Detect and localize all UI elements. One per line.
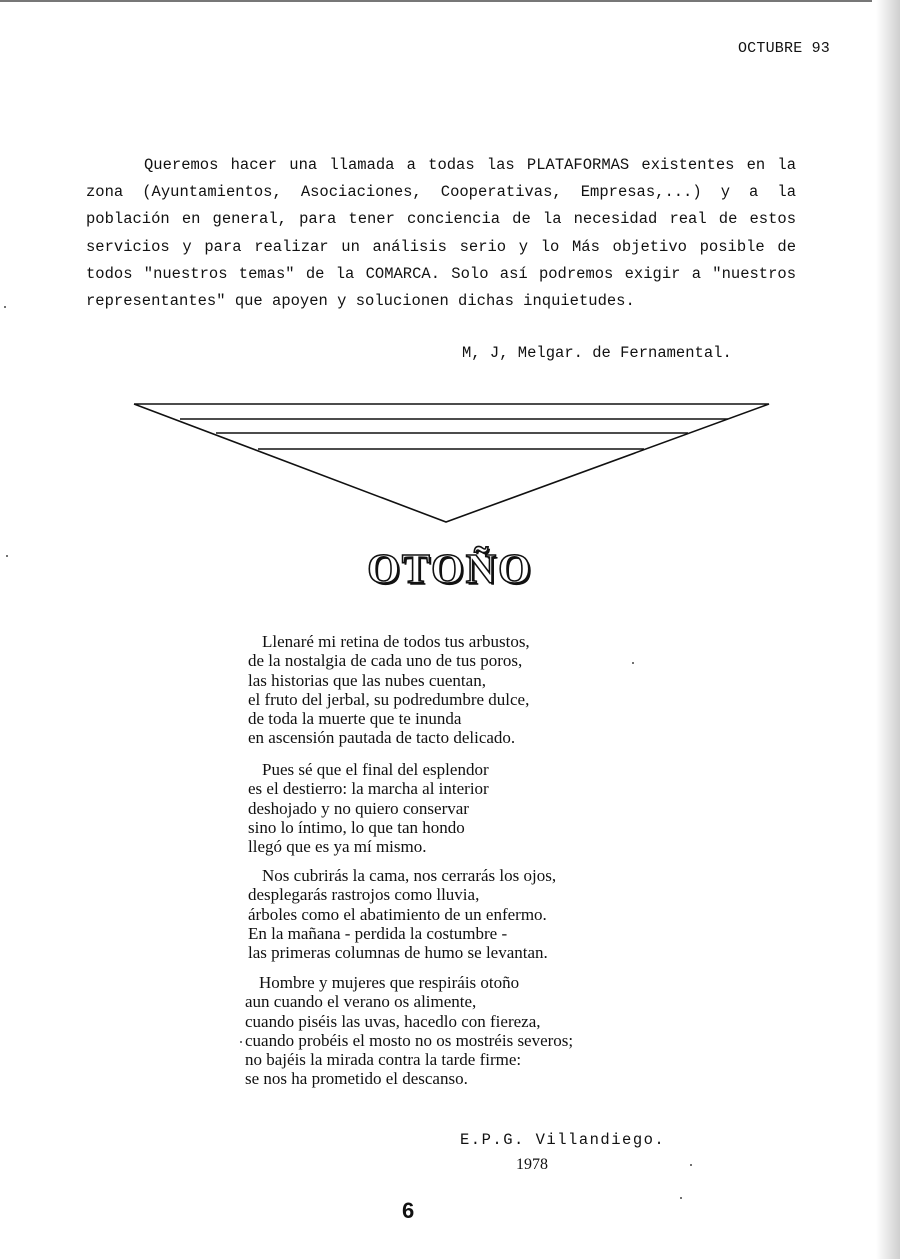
- poem-stanza-3: [248, 866, 608, 962]
- poem-stanza-2: [248, 760, 608, 856]
- poem-line: es el destierro: la marcha al interior: [248, 779, 489, 799]
- page-number: 6: [402, 1198, 415, 1223]
- poem-line: no bajéis la mirada contra la tarde firme:: [245, 1050, 522, 1070]
- poem-line: Hombre y mujeres que respiráis otoño: [259, 973, 520, 992]
- scan-speck: [680, 1197, 682, 1199]
- issue-date: OCTUBRE 93: [737, 40, 830, 57]
- poem-line: Llenaré mi retina de todos tus arbustos,: [262, 632, 530, 651]
- page-right-shadow: [876, 0, 900, 1259]
- poem-line: el fruto del jerbal, su podredumbre dulce,: [248, 689, 530, 709]
- poem-line: llegó que es ya mí mismo.: [248, 837, 427, 857]
- poem-stanza-1: [248, 632, 608, 748]
- poem-line: deshojado y no quiero conservar: [248, 798, 469, 818]
- poem-line: Nos cubrirás la cama, nos cerrarás los ojos,: [262, 866, 557, 885]
- triangle-ornament: [130, 398, 775, 526]
- poem-line: las historias que las nubes cuentan,: [248, 670, 486, 690]
- poem-line: cuando piséis las uvas, hacedlo con fiereza,: [245, 1011, 541, 1031]
- scan-speck: [6, 555, 8, 557]
- poem-line: se nos ha prometido el descanso.: [245, 1069, 468, 1089]
- poem-line: árboles como el abatimiento de un enfermo.: [248, 904, 547, 924]
- intro-paragraph: Queremos hacer una llamada a todas las PLATAFORMAS existentes en la zona (Ayuntamientos, Asociaciones, Cooperativas, Empresas,...) y a la población en general, para tener conciencia de la necesidad real de estos servicios y para realizar un análisis serio y lo Más objetivo posible de todos "nuestros temas" de la COMARCA. Solo así podremos exigir a "nuestros representantes" que apoyen y solucionen dichas inquietudes.: [86, 156, 796, 311]
- poem-line: aun cuando el verano os alimente,: [245, 992, 477, 1012]
- poem-line: de toda la muerte que te inunda: [248, 709, 462, 729]
- scan-speck: [632, 662, 634, 664]
- intro-signature: M, J, Melgar. de Fernamental.: [462, 344, 732, 362]
- poem-line: las primeras columnas de humo se levantan.: [248, 943, 548, 963]
- poem-line: Pues sé que el final del esplendor: [262, 760, 489, 779]
- poem-line: de la nostalgia de cada uno de tus poros,: [248, 651, 523, 671]
- scan-speck: [4, 306, 6, 308]
- poem-stanza-4: [245, 973, 605, 1089]
- poem-line: En la mañana - perdida la costumbre -: [248, 923, 508, 943]
- poem-author: E.P.G. Villandiego.: [460, 1131, 666, 1149]
- poem-line: sino lo íntimo, lo que tan hondo: [248, 817, 465, 837]
- scan-speck: [240, 1041, 242, 1043]
- page-top-edge: [0, 0, 872, 2]
- poem-year: 1978: [516, 1156, 548, 1173]
- poem-title: OTOÑO: [367, 547, 533, 593]
- scan-speck: [690, 1164, 692, 1166]
- poem-line: cuando probéis el mosto no os mostréis severos;: [245, 1030, 574, 1050]
- poem-line: en ascensión pautada de tacto delicado.: [248, 728, 516, 748]
- intro-section: [86, 152, 796, 315]
- poem-line: desplegarás rastrojos como lluvia,: [248, 885, 480, 905]
